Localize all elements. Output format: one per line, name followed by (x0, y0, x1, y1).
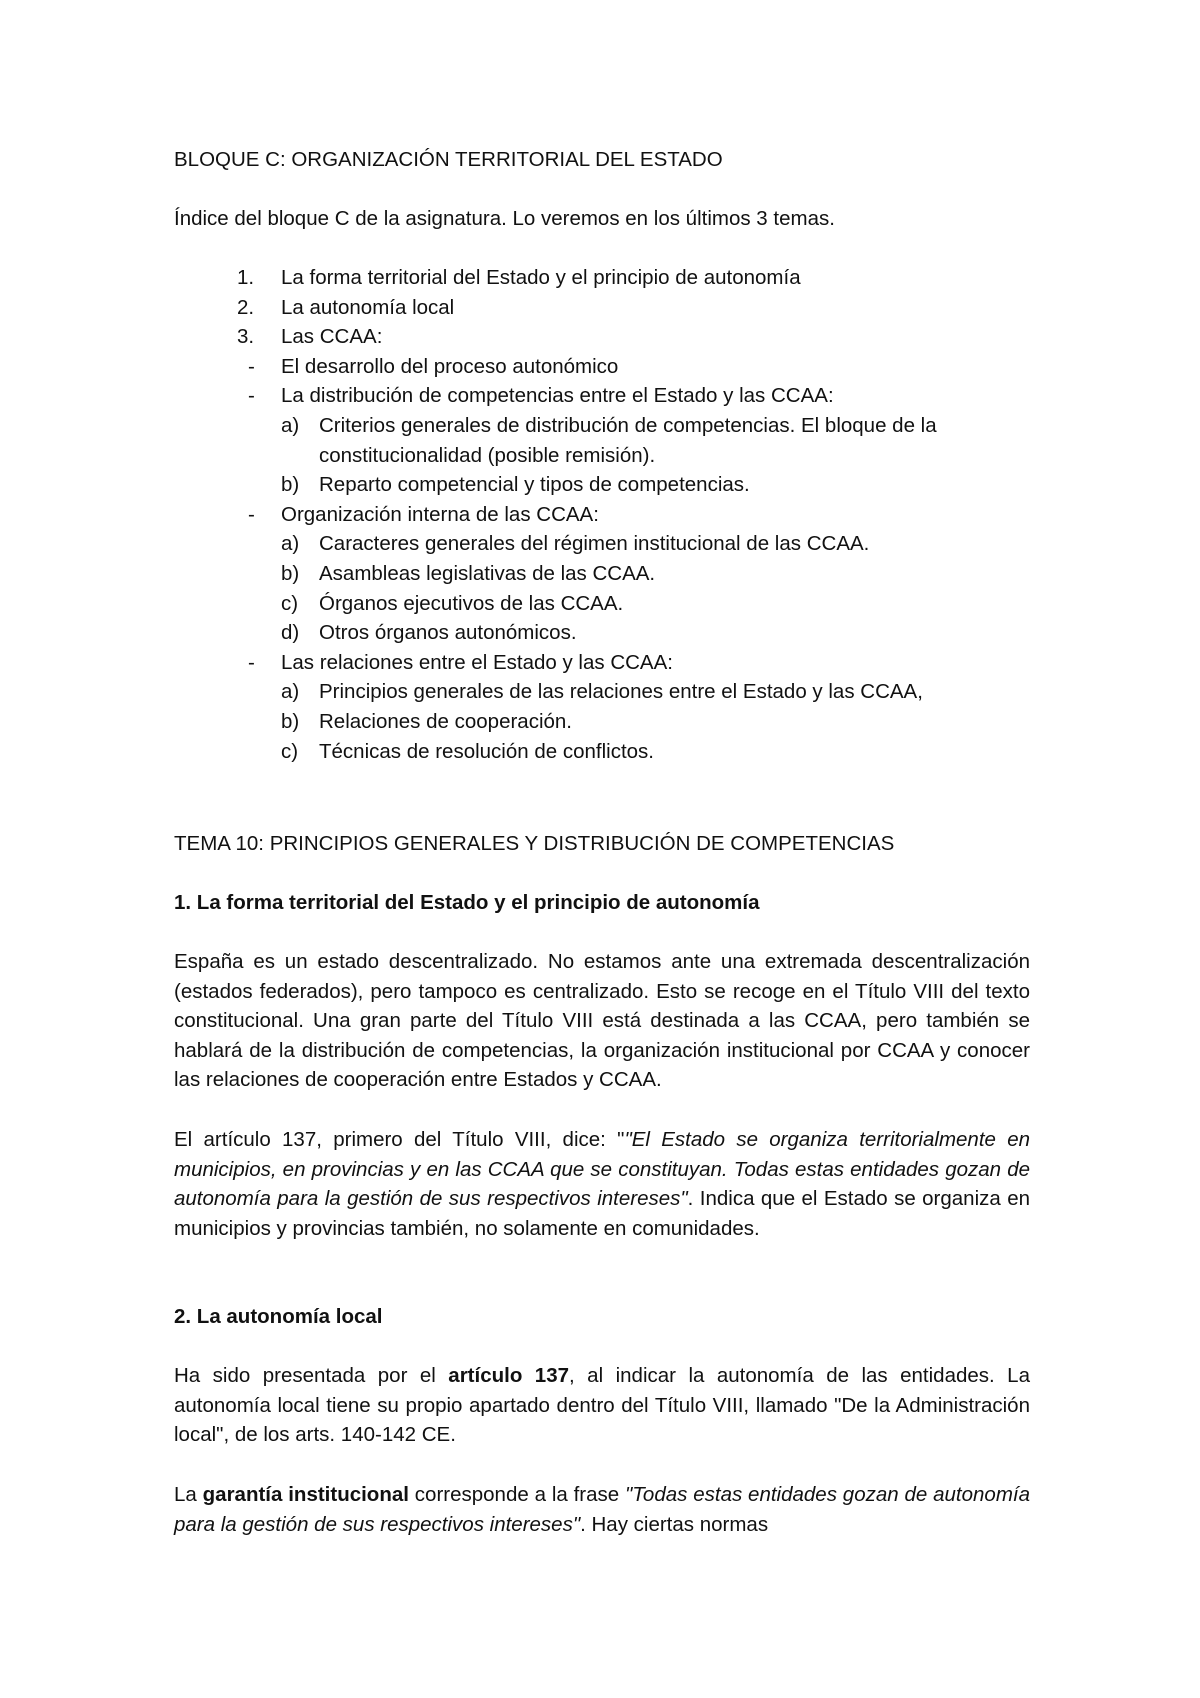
index-item-label: La autonomía local (281, 295, 455, 319)
index-sublist (174, 500, 1030, 530)
index-item: 1. La forma territorial del Estado y el principio de autonomía (237, 266, 801, 289)
letter-item: c) Órganos ejecutivos de las CCAA. (281, 591, 624, 615)
letter-list (174, 677, 1030, 766)
letter-list (174, 529, 1030, 647)
index-subitem: - Organización interna de las CCAA: (248, 502, 599, 526)
section1-paragraph-2: El artículo 137, primero del Título VIII, dice: ""El Estado se organiza territorialmente en municipios, en provincias y en las CCAA que se constituyan. Todas estas entidades gozan de autonomía para la gestión de sus respectivos intereses". Indica que el Estado se organiza en municipios y provincias también, no solamente en comunidades. (174, 1128, 1031, 1240)
letter-item: c) Técnicas de resolución de conflictos. (281, 739, 655, 763)
letter-item: b) Reparto competencial y tipos de competencias. (281, 473, 750, 497)
intro-text: Índice del bloque C de la asignatura. Lo veremos en los últimos 3 temas. (174, 207, 835, 230)
index-item-label: Las CCAA: (281, 325, 383, 349)
index-subitem: - Las relaciones entre el Estado y las CCAA: (248, 650, 673, 674)
section2-title: 2. La autonomía local (174, 1305, 383, 1328)
letter-item: b) Relaciones de cooperación. (281, 709, 572, 733)
quote-article-137: "El Estado se organiza territorialmente en municipios, en provincias y en las CCAA que se constituyan. Todas estas entidades gozan de autonomía para la gestión de sus respectivos intereses" (174, 1128, 1031, 1211)
letter-item: b) Asambleas legislativas de las CCAA. (281, 561, 656, 585)
index-subitem: - La distribución de competencias entre el Estado y las CCAA: (248, 384, 834, 408)
section1-title: 1. La forma territorial del Estado y el principio de autonomía (174, 891, 760, 914)
quote-garantia: "Todas estas entidades gozan de autonomía para la gestión de sus respectivos intereses" (174, 1483, 1030, 1536)
index-item-label: La forma territorial del Estado y el principio de autonomía (281, 266, 801, 289)
section2-paragraph-2: La garantía institucional corresponde a la frase "Todas estas entidades gozan de autonomía para la gestión de sus respectivos intereses". Hay ciertas normas (174, 1483, 1030, 1536)
index-sublist (174, 352, 1030, 411)
index-numbered-list (174, 263, 1030, 352)
letter-item: a) Principios generales de las relaciones entre el Estado y las CCAA, (281, 680, 923, 704)
section2-paragraph-1: Ha sido presentada por el artículo 137, al indicar la autonomía de las entidades. La autonomía local tiene su propio apartado dentro del Título VIII, llamado "De la Administración local", de los arts. 140-142 CE. (174, 1364, 1030, 1447)
letter-item: a) Criterios generales de distribución de competencias. El bloque de la constitucionalidad (posible remisión). (281, 413, 937, 467)
block-title: BLOQUE C: ORGANIZACIÓN TERRITORIAL DEL ESTADO (174, 148, 723, 171)
index-item: 2. La autonomía local (237, 295, 455, 319)
index-sublist (174, 648, 1030, 678)
index-item: 3. Las CCAA: (237, 325, 383, 349)
index-list (174, 263, 1030, 766)
index-subitem: - El desarrollo del proceso autonómico (248, 354, 619, 378)
letter-item: a) Caracteres generales del régimen institucional de las CCAA. (281, 532, 870, 556)
section1-paragraph-1: España es un estado descentralizado. No estamos ante una extremada descentralización (estados federados), pero tampoco es centralizado. Esto se recoge en el Título VIII del texto constitucional. Una gran parte del Título VIII está destinada a las CCAA, pero también se hablará de la distribución de competencias, la organización institucional por CCAA y conocer las relaciones de cooperación entre Estados y CCAA. (174, 950, 1030, 1092)
tema-title: TEMA 10: PRINCIPIOS GENERALES Y DISTRIBUCIÓN DE COMPETENCIAS (174, 832, 895, 855)
letter-item: d) Otros órganos autonómicos. (281, 621, 577, 645)
letter-list (174, 411, 1030, 500)
